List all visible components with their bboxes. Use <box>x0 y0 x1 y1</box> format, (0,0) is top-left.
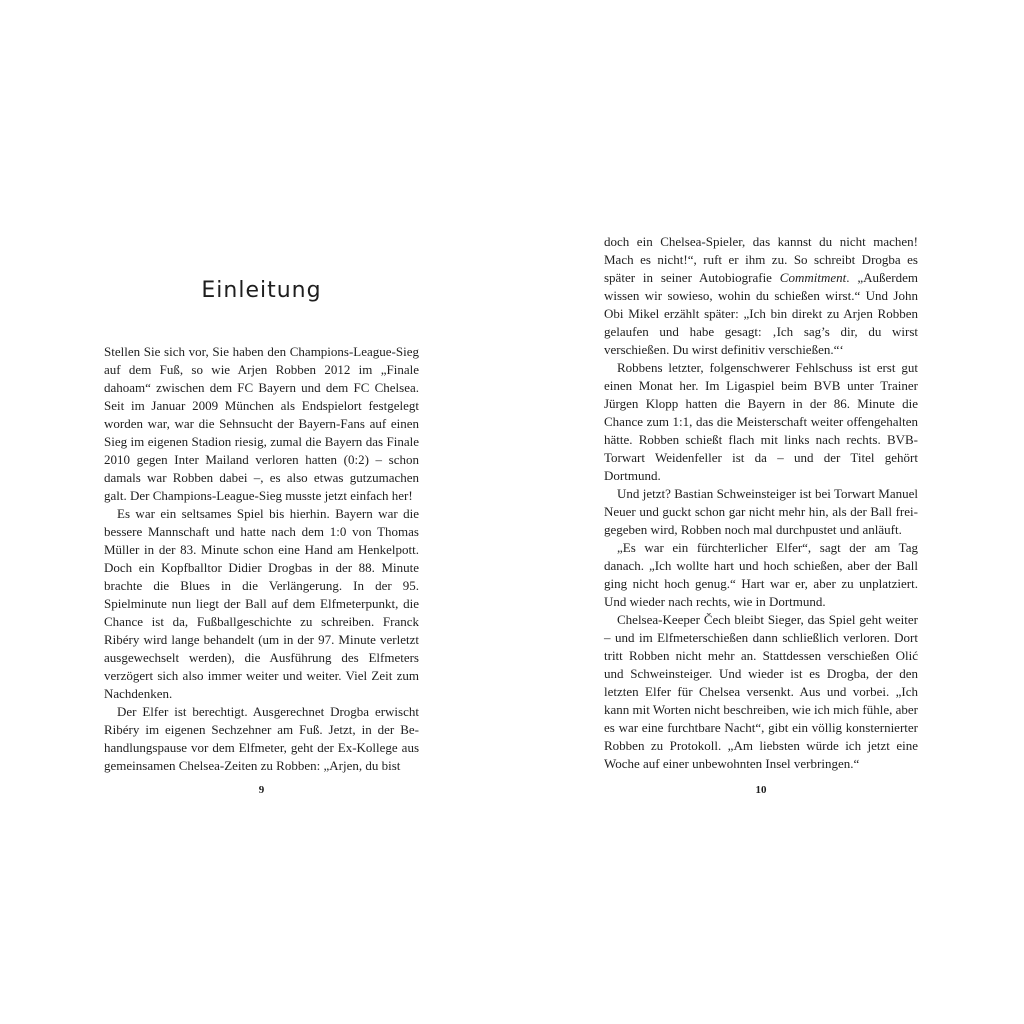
paragraph <box>604 233 918 359</box>
paragraph: Es war ein seltsames Spiel bis hierhin. Bayern war die bessere Mannschaft und hatte nach dem 1:0 von Thomas Müller in der 83. Minute schon eine Hand am Henkelpott. Doch ein Kopfballtor Didier Drogbas in der 88. Minute brachte die Blues in die Verlängerung. In der 95. Spielminute nun liegt der Ball auf dem Elfmeterpunkt, die Chance ist da, Fußballgeschichte zu schreiben. Franck Ribéry wird lange behandelt (um in der 97. Minute verletzt ausgewechselt werden), die Ausführung des Elfmeters verzögert sich also immer weiter und weiter. Viel Zeit zum Nachdenken. <box>104 506 419 701</box>
paragraph-text: doch ein Chelsea-Spieler, das kannst du nicht machen! Mach es nicht!“, ruft er ihm zu. So schreibt Drogba es später in seiner Autobiografie <box>604 234 918 285</box>
paragraph: Robbens letzter, folgenschwerer Fehlschuss ist erst gut einen Monat her. Im Ligaspiel beim BVB unter Trainer Jürgen Klopp hatten die Bayern in der 86. Minute die Chance zum 1:1, das die Meisterschaft weiter offengehalten hätte. Robben schießt flach mit links nach rechts. BVB-Torwart Weidenfeller ist da – und der Titel gehört Dortmund. <box>604 360 918 483</box>
paragraph: Stellen Sie sich vor, Sie haben den Champions-League-Sieg auf dem Fuß, so wie Arjen Robben 2012 im „Finale dahoam“ zwischen dem FC Bayern und dem FC Chelsea. Seit im Januar 2009 München als Endspielort festgelegt worden war, war die Sehnsucht der Bayern-Fans auf einen Sieg im eigenen Stadion riesig, zumal die Bayern das Finale 2010 gegen Inter Mailand verloren hatten (0:2) – schon damals war Robben dabei –, es also etwas gutzumachen galt. Der Champions-League-Sieg musste jetzt einfach her! <box>104 344 419 503</box>
book-title: Commitment <box>779 270 847 285</box>
paragraph-text: . „Außerdem wissen wir sowieso, wohin du schießen wirst.“ Und John Obi Mikel erzählt später: „Ich bin direkt zu Arjen Robben gelaufen und habe gesagt: ‚Ich sag’s dir, du wirst verschießen. Du wirst definitiv verschießen.“‘ <box>604 270 918 357</box>
paragraph: „Es war ein fürchterlicher Elfer“, sagt der am Tag danach. „Ich wollte hart und hoch schießen, aber der Ball ging nicht hoch genug.“ Hart war er, aber zu unplatziert. Und wieder nach rechts, wie in Dortmund. <box>604 540 918 609</box>
paragraph: Chelsea-Keeper Čech bleibt Sieger, das Spiel geht weiter – und im Elfmeterschießen dann schließlich verloren. Dort tritt Robben nicht mehr an. Stattdessen verschießen Olić und Schweinsteiger. Und wieder ist es Drogba, der den letzten Elfer für Chelsea versenkt. Aus und vorbei. „Ich kann mit Worten nicht beschreiben, wie ich mich fühle, aber es war eine furchtbare Nacht“, gibt ein völlig konsternierter Robben zu Protokoll. „Am liebsten würde ich jetzt eine Woche auf einer unbewohnten Insel verbringen.“ <box>604 612 918 771</box>
page-number: 10 <box>755 784 767 796</box>
chapter-title: Einleitung <box>201 278 322 303</box>
right-page-body <box>604 233 918 773</box>
page-number: 9 <box>258 784 265 796</box>
paragraph: Der Elfer ist berechtigt. Ausgerechnet Drogba erwischt Ribéry im eigenen Sechzehner am Fuß. Jetzt, in der Behandlungspause vor dem Elfmeter, geht der Ex-Kollege aus gemeinsamen Chelsea-Zeiten zu Robben: „Arjen, du bist <box>104 704 419 773</box>
left-page-body <box>104 343 419 775</box>
paragraph: Und jetzt? Bastian Schweinsteiger ist bei Torwart Manuel Neuer und guckt schon gar nicht mehr hin, als der Ball freigegeben wird, Robben noch mal durchpustet und anläuft. <box>604 486 918 537</box>
